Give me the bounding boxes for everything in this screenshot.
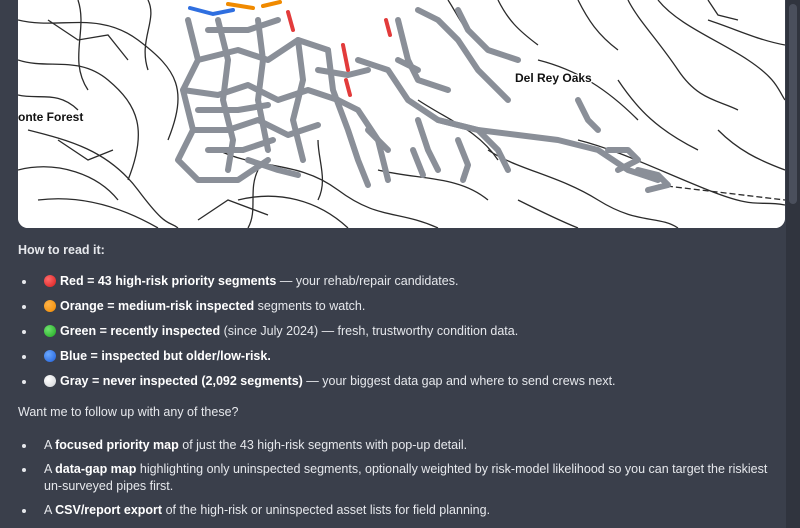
- section-heading: How to read it:: [18, 243, 105, 257]
- orange-circle-icon: [44, 300, 56, 312]
- option-priority-map: • A focused priority map of just the 43 high-risk segments with pop-up detail.: [36, 437, 780, 454]
- option-data-gap-map: • A data-gap map highlighting only uninspected segments, optionally weighted by risk-model likelihood so you can target the riskiest un-surveyed pipes first.: [36, 461, 780, 495]
- map-canvas: [18, 0, 785, 228]
- legend-item-gray: • Gray = never inspected (2,092 segments) — your biggest data gap and where to send crews next.: [36, 373, 780, 390]
- assistant-message: [18, 236, 780, 526]
- place-label-del-rey-oaks: Del Rey Oaks: [515, 71, 592, 85]
- legend-item-orange: • Orange = medium-risk inspected segments to watch.: [36, 298, 780, 315]
- place-label-monte-forest: onte Forest: [18, 110, 84, 124]
- red-circle-icon: [44, 275, 56, 287]
- follow-up-prompt: Want me to follow up with any of these?: [18, 405, 239, 419]
- option-csv-export: • A CSV/report export of the high-risk or uninspected asset lists for field planning.: [36, 502, 780, 519]
- pipe-network-map[interactable]: [18, 0, 785, 228]
- scrollbar-thumb[interactable]: [789, 4, 797, 204]
- options-list: [18, 437, 780, 519]
- legend-list: [18, 273, 780, 390]
- blue-circle-icon: [44, 350, 56, 362]
- legend-item-red: • Red = 43 high-risk priority segments — your rehab/repair candidates.: [36, 273, 780, 290]
- scrollbar[interactable]: [786, 0, 800, 528]
- white-circle-icon: [44, 375, 56, 387]
- green-circle-icon: [44, 325, 56, 337]
- legend-item-green: • Green = recently inspected (since July 2024) — fresh, trustworthy condition data.: [36, 323, 780, 340]
- legend-item-blue: • Blue = inspected but older/low-risk.: [36, 348, 780, 365]
